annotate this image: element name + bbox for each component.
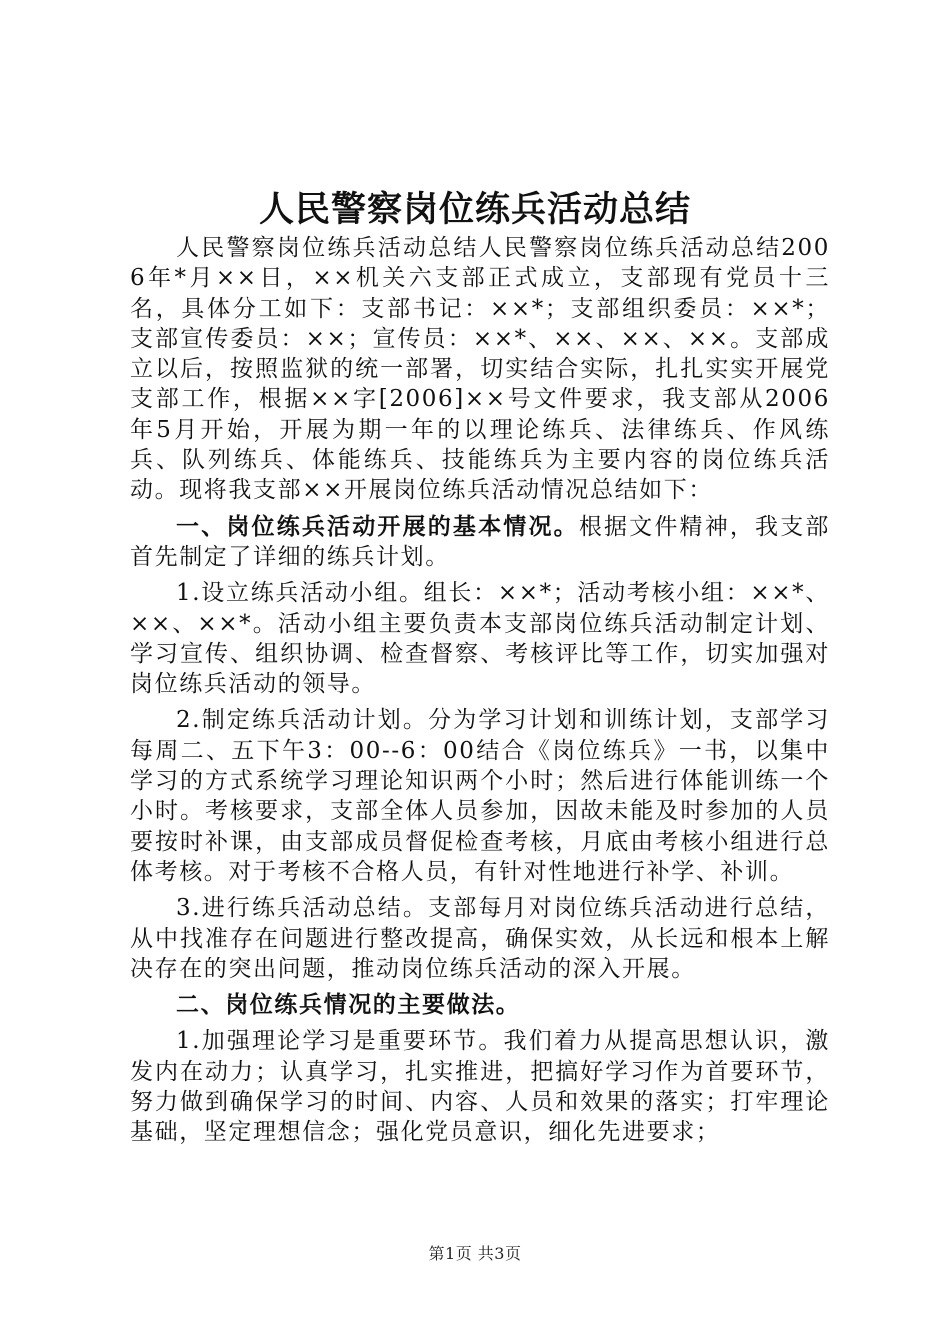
document-body (130, 233, 830, 1154)
paragraph-heading: 一、岗位练兵活动开展的基本情况。 (176, 513, 579, 540)
paragraph (130, 512, 830, 573)
paragraph-text: 根据文件精神，我支部首先制定了详细的练兵计划。 (130, 513, 830, 570)
paragraph-text: 1.加强理论学习是重要环节。我们着力从提高思想认识，激发内在动力；认真学习，扎实推进，把搞好学习作为首要环节，努力做到确保学习的时间、内容、人员和效果的落实；打牢理论基础，坚定理想信念；强化党员意识，细化先进要求； (130, 1028, 830, 1146)
paragraph (130, 1026, 830, 1147)
paragraph (130, 705, 830, 887)
page-footer: 第1页 共3页 (428, 1244, 522, 1263)
document-title: 人民警察岗位练兵活动总结 (258, 190, 691, 230)
paragraph (130, 233, 830, 506)
paragraph (130, 893, 830, 984)
paragraph-text: 人民警察岗位练兵活动总结人民警察岗位练兵活动总结2006年*月××日，××机关六支部正式成立，支部现有党员十三名，具体分工如下：支部书记：××*；支部组织委员：××*；支部宣传委员：××；宣传员：××*、××、××、××。支部成立以后，按照监狱的统一部署，切实结合实际，扎扎实实开展党支部工作，根据××字[2006]××号文件要求，我支部从2006年5月开始，开展为期一年的以理论练兵、法律练兵、作风练兵、队列练兵、体能练兵、技能练兵为主要内容的岗位练兵活动。现将我支部××开展岗位练兵活动情况总结如下： (130, 235, 830, 504)
paragraph-text: 1.设立练兵活动小组。组长：××*；活动考核小组：××*、××、××*。活动小组主要负责本支部岗位练兵活动制定计划、学习宣传、组织协调、检查督察、考核评比等工作，切实加强对岗位练兵活动的领导。 (130, 580, 830, 698)
paragraph-text: 2.制定练兵活动计划。分为学习计划和训练计划，支部学习每周二、五下午3：00--6：00结合《岗位练兵》一书，以集中学习的方式系统学习理论知识两个小时；然后进行体能训练一个小时。考核要求，支部全体人员参加，因故未能及时参加的人员要按时补课，由支部成员督促检查考核，月底由考核小组进行总体考核。对于考核不合格人员，有针对性地进行补学、补训。 (130, 707, 830, 885)
paragraph (130, 578, 830, 699)
paragraph (130, 990, 830, 1020)
paragraph-text: 3.进行练兵活动总结。支部每月对岗位练兵活动进行总结，从中找准存在问题进行整改提高，确保实效，从长远和根本上解决存在的突出问题，推动岗位练兵活动的深入开展。 (130, 895, 830, 982)
paragraph-heading: 二、岗位练兵情况的主要做法。 (176, 992, 521, 1019)
